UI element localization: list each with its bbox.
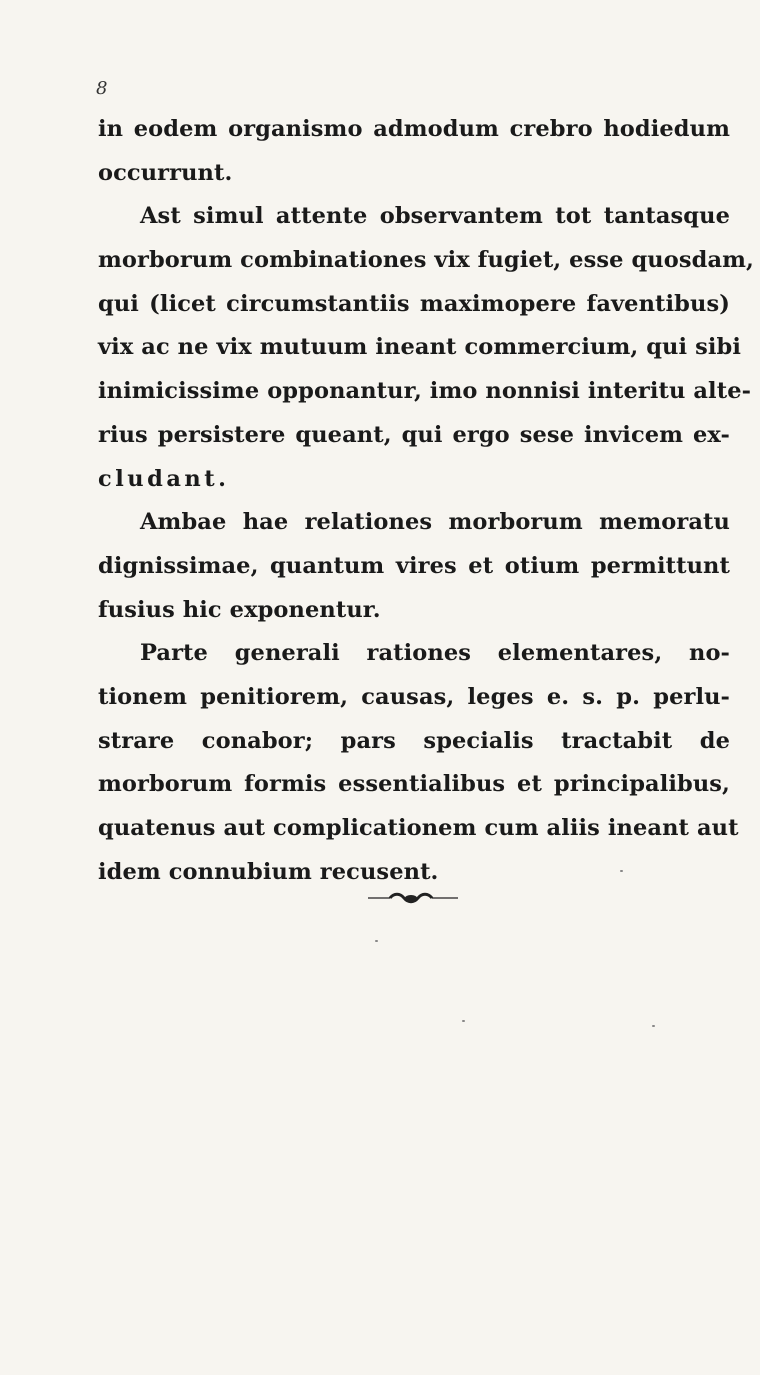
text-line: Ambae hae relationes morborum memoratu [140,509,730,536]
paper-speck [462,1020,465,1022]
text-line: fusius hic exponentur. [98,596,381,623]
paper-speck [652,1025,655,1027]
paper-speck [620,870,623,872]
text-line: rius persistere queant, qui ergo sese invicem ex- [98,421,730,448]
text-line: occurrunt. [98,159,233,186]
text-line: quatenus aut complicationem cum aliis ineant aut [98,815,739,841]
text-line: morborum formis essentialibus et principalibus, [98,771,730,798]
text-line: tionem penitiorem, causas, leges e. s. p. perlu- [98,683,730,710]
text-line: qui (licet circumstantiis maximopere faventibus) [98,290,730,317]
text-line: morborum combinationes vix fugiet, esse quosdam, [98,247,754,274]
text-line: Ast simul attente observantem tot tantasque [140,203,730,230]
ornament-divider-icon [368,891,458,905]
text-line: inimicissime opponantur, imo nonnisi interitu alte- [98,378,752,405]
text-line: strare conabor; pars specialis tractabit de [98,727,730,754]
paper-speck [375,940,378,942]
text-line: cludant. [98,465,230,492]
text-line: in eodem organismo admodum crebro hodiedum [98,116,730,142]
text-line: Parte generali rationes elementares, no- [140,640,730,667]
page-number: 8 [96,78,108,99]
body-text [98,108,754,894]
text-line: dignissimae, quantum vires et otium permittunt [98,552,730,579]
text-line: idem connubium recusent. [98,858,439,885]
text-line: vix ac ne vix mutuum ineant commercium, qui sibi [98,334,741,361]
